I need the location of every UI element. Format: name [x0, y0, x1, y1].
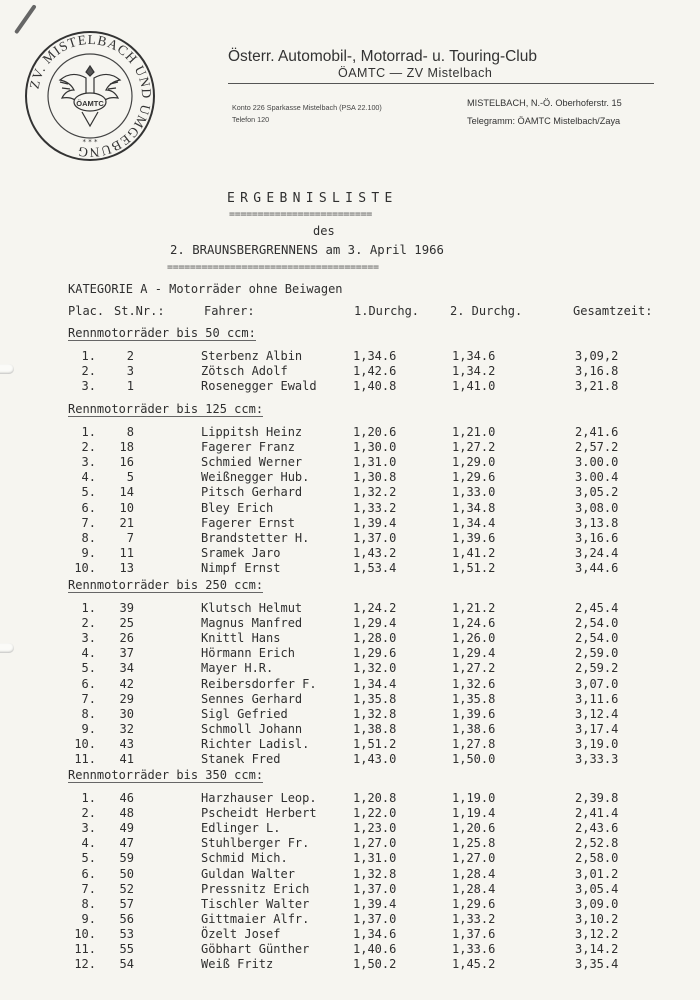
cell-placement: 12.: [74, 957, 96, 972]
cell-driver-name: Weiß Fritz: [201, 957, 274, 972]
cell-start-number: 37: [119, 646, 134, 661]
cell-total-time: 2,52.8: [575, 836, 619, 851]
cell-start-number: 48: [119, 806, 134, 821]
cell-run-1: 1,30.0: [353, 440, 397, 455]
cell-run-1: 1,22.0: [353, 806, 397, 821]
cell-start-number: 57: [119, 896, 134, 911]
cell-total-time: 2,57.2: [575, 440, 619, 455]
cell-placement: 8.: [81, 530, 96, 545]
section-heading: Rennmotorräder bis 350 ccm:: [68, 768, 264, 782]
cell-total-time: 2,41.4: [575, 806, 619, 821]
cell-placement: 2.: [81, 616, 96, 631]
cell-run-1: 1,32.8: [353, 706, 397, 721]
cell-driver-name: Pressnitz Erich: [201, 881, 310, 896]
cell-run-2: 1,35.8: [452, 691, 496, 706]
cell-run-1: 1,34.6: [353, 926, 397, 941]
cell-run-2: 1,41.0: [452, 379, 496, 394]
cell-driver-name: Klutsch Helmut: [201, 601, 303, 615]
cell-placement: 10.: [74, 926, 96, 941]
eagle-emblem-icon: [60, 66, 120, 126]
cell-run-2: 1,29.6: [452, 896, 496, 911]
bank-account: Konto 226 Sparkasse Mistelbach (PSA 22.100): [232, 103, 382, 112]
cell-driver-name: Sennes Gerhard: [201, 691, 303, 706]
cell-driver-name: Tischler Walter: [201, 896, 310, 911]
cell-start-number: 14: [119, 485, 134, 500]
cell-start-number: 2: [126, 349, 134, 363]
club-address: MISTELBACH, N.-Ö. Oberhoferstr. 15: [467, 98, 622, 108]
cell-placement: 7.: [81, 515, 96, 530]
cell-total-time: 3,16.8: [575, 364, 619, 379]
cell-run-1: 1,29.6: [353, 646, 397, 661]
cell-start-number: 49: [119, 821, 134, 836]
cell-run-1: 1,24.2: [353, 601, 397, 615]
cell-driver-name: Schmied Werner: [201, 455, 303, 470]
cell-placement: 7.: [81, 691, 96, 706]
cell-run-2: 1,27.2: [452, 440, 496, 455]
cell-driver-name: Magnus Manfred: [201, 616, 303, 631]
cell-run-1: 1,31.0: [353, 851, 397, 866]
cell-placement: 1.: [81, 425, 96, 439]
cell-total-time: 3,16.6: [575, 530, 619, 545]
cell-run-2: 1,24.6: [452, 616, 496, 631]
cell-driver-name: Zötsch Adolf: [201, 364, 288, 379]
cell-total-time: 2,59.2: [575, 661, 619, 676]
cell-placement: 1.: [81, 791, 96, 805]
page-title: ERGEBNISLISTE: [227, 191, 398, 206]
cell-driver-name: Schmoll Johann: [201, 721, 303, 736]
cell-driver-name: Edlinger L.: [201, 821, 281, 836]
cell-driver-name: Reibersdorfer F.: [201, 676, 317, 691]
cell-run-2: 1,27.8: [452, 736, 496, 751]
cell-start-number: 53: [119, 926, 134, 941]
cell-run-1: 1,32.8: [353, 866, 397, 881]
cell-run-2: 1,28.4: [452, 881, 496, 896]
seal-emblem-text: ÖAMTC: [76, 99, 104, 108]
cell-placement: 8.: [81, 896, 96, 911]
cell-start-number: 8: [126, 425, 134, 439]
cell-start-number: 42: [119, 676, 134, 691]
cell-placement: 6.: [81, 500, 96, 515]
cell-run-2: 1,21.0: [452, 425, 496, 439]
cell-run-2: 1,34.8: [452, 500, 496, 515]
cell-driver-name: Nimpf Ernst: [201, 560, 281, 575]
cell-placement: 4.: [81, 646, 96, 661]
cell-total-time: 2,43.6: [575, 821, 619, 836]
cell-run-1: 1,20.6: [353, 425, 397, 439]
cell-driver-name: Gittmaier Alfr.: [201, 911, 310, 926]
cell-placement: 8.: [81, 706, 96, 721]
header-gesamtzeit: Gesamtzeit:: [573, 304, 653, 318]
cell-driver-name: Fagerer Ernst: [201, 515, 295, 530]
cell-placement: 7.: [81, 881, 96, 896]
cell-placement: 3.: [81, 379, 96, 394]
cell-total-time: 3,12.2: [575, 926, 619, 941]
cell-total-time: 3,09,2: [575, 349, 619, 363]
cell-start-number: 32: [119, 721, 134, 736]
cell-driver-name: Pitsch Gerhard: [201, 485, 303, 500]
cell-run-1: 1,39.4: [353, 515, 397, 530]
cell-placement: 3.: [81, 455, 96, 470]
cell-start-number: 11: [119, 545, 134, 560]
cell-start-number: 13: [119, 560, 134, 575]
cell-placement: 10.: [74, 736, 96, 751]
cell-run-1: 1,33.2: [353, 500, 397, 515]
cell-run-1: 1,34.6: [353, 349, 397, 363]
cell-start-number: 39: [119, 601, 134, 615]
cell-run-1: 1,39.4: [353, 896, 397, 911]
cell-run-2: 1,33.0: [452, 485, 496, 500]
header-durchgang-2: 2. Durchg.: [450, 304, 523, 318]
cell-driver-name: Pscheidt Herbert: [201, 806, 317, 821]
cell-run-2: 1,27.0: [452, 851, 496, 866]
cell-total-time: 3,08.0: [575, 500, 619, 515]
cell-placement: 5.: [81, 661, 96, 676]
cell-start-number: 50: [119, 866, 134, 881]
title-des: des: [313, 224, 335, 238]
cell-run-1: 1,37.0: [353, 530, 397, 545]
cell-placement: 1.: [81, 349, 96, 363]
cell-driver-name: Harzhauser Leop.: [201, 791, 317, 805]
telegram-address: Telegramm: ÖAMTC Mistelbach/Zaya: [467, 116, 621, 126]
cell-total-time: 3,17.4: [575, 721, 619, 736]
cell-run-2: 1,33.6: [452, 942, 496, 956]
cell-start-number: 1: [126, 379, 134, 394]
header-plac: Plac.: [68, 304, 105, 318]
cell-run-1: 1,53.4: [353, 560, 397, 575]
cell-start-number: 30: [119, 706, 134, 721]
cell-run-2: 1,19.0: [452, 791, 496, 805]
cell-total-time: 2,41.6: [575, 425, 619, 439]
cell-run-2: 1,28.4: [452, 866, 496, 881]
cell-start-number: 56: [119, 911, 134, 926]
cell-run-1: 1,43.0: [353, 752, 397, 766]
cell-driver-name: Mayer H.R.: [201, 661, 274, 676]
header-durchgang-1: 1.Durchg.: [354, 304, 420, 318]
cell-run-2: 1,50.0: [452, 752, 496, 766]
category-heading: KATEGORIE A - Motorräder ohne Beiwagen: [68, 282, 343, 296]
cell-total-time: 3,19.0: [575, 736, 619, 751]
cell-driver-name: Sigl Gefried: [201, 706, 288, 721]
cell-run-2: 1,39.6: [452, 530, 496, 545]
cell-driver-name: Stuhlberger Fr.: [201, 836, 310, 851]
cell-total-time: 3,14.2: [575, 942, 619, 956]
cell-placement: 9.: [81, 911, 96, 926]
cell-driver-name: Rosenegger Ewald: [201, 379, 317, 394]
cell-driver-name: Richter Ladisl.: [201, 736, 310, 751]
cell-run-2: 1,41.2: [452, 545, 496, 560]
cell-driver-name: Sramek Jaro: [201, 545, 281, 560]
title-underline: =========================: [229, 209, 373, 220]
cell-total-time: 3,01.2: [575, 866, 619, 881]
cell-start-number: 7: [126, 530, 134, 545]
cell-start-number: 5: [126, 470, 134, 485]
cell-total-time: 3,11.6: [575, 691, 619, 706]
cell-total-time: 3,05.2: [575, 485, 619, 500]
seal-text: ZV. MISTELBACH UND UMGEBUNG: [26, 31, 155, 161]
cell-run-2: 1,45.2: [452, 957, 496, 972]
cell-placement: 2.: [81, 806, 96, 821]
cell-run-1: 1,29.4: [353, 616, 397, 631]
cell-driver-name: Knittl Hans: [201, 631, 281, 646]
cell-placement: 3.: [81, 631, 96, 646]
cell-driver-name: Fagerer Franz: [201, 440, 295, 455]
event-underline: =====================================: [167, 262, 379, 273]
cell-total-time: 2,58.0: [575, 851, 619, 866]
cell-start-number: 3: [126, 364, 134, 379]
cell-run-2: 1,27.2: [452, 661, 496, 676]
club-subtitle: ÖAMTC — ZV Mistelbach: [338, 66, 493, 80]
cell-run-1: 1,32.0: [353, 661, 397, 676]
cell-placement: 1.: [81, 601, 96, 615]
cell-total-time: 2,39.8: [575, 791, 619, 805]
cell-total-time: 3,24.4: [575, 545, 619, 560]
cell-run-2: 1,20.6: [452, 821, 496, 836]
section-heading: Rennmotorräder bis 250 ccm:: [68, 578, 264, 592]
header-stnr: St.Nr.:: [114, 304, 165, 318]
cell-placement: 4.: [81, 470, 96, 485]
cell-total-time: 3,44.6: [575, 560, 619, 575]
cell-start-number: 47: [119, 836, 134, 851]
cell-start-number: 46: [119, 791, 134, 805]
header-fahrer: Fahrer:: [204, 304, 255, 318]
cell-start-number: 55: [119, 942, 134, 956]
cell-run-1: 1,34.4: [353, 676, 397, 691]
cell-driver-name: Özelt Josef: [201, 926, 281, 941]
cell-placement: 9.: [81, 721, 96, 736]
cell-total-time: 3,21.8: [575, 379, 619, 394]
cell-driver-name: Sterbenz Albin: [201, 349, 303, 363]
event-title: 2. BRAUNSBERGRENNENS am 3. April 1966: [170, 243, 444, 257]
cell-total-time: 3,05.4: [575, 881, 619, 896]
letterhead-divider: [228, 83, 654, 84]
cell-run-1: 1,30.8: [353, 470, 397, 485]
cell-start-number: 54: [119, 957, 134, 972]
cell-placement: 10.: [74, 560, 96, 575]
cell-total-time: 3,07.0: [575, 676, 619, 691]
cell-driver-name: Weißnegger Hub.: [201, 470, 310, 485]
cell-placement: 6.: [81, 866, 96, 881]
cell-run-2: 1,33.2: [452, 911, 496, 926]
cell-driver-name: Schmid Mich.: [201, 851, 288, 866]
punch-hole: [0, 643, 14, 653]
cell-run-1: 1,51.2: [353, 736, 397, 751]
cell-run-2: 1,51.2: [452, 560, 496, 575]
cell-run-2: 1,34.2: [452, 364, 496, 379]
cell-run-2: 1,34.4: [452, 515, 496, 530]
cell-run-2: 1,34.6: [452, 349, 496, 363]
cell-run-1: 1,27.0: [353, 836, 397, 851]
cell-start-number: 26: [119, 631, 134, 646]
cell-run-2: 1,21.2: [452, 601, 496, 615]
cell-start-number: 10: [119, 500, 134, 515]
cell-run-2: 1,39.6: [452, 706, 496, 721]
cell-run-1: 1,42.6: [353, 364, 397, 379]
cell-run-1: 1,23.0: [353, 821, 397, 836]
cell-run-2: 1,25.8: [452, 836, 496, 851]
cell-run-1: 1,40.6: [353, 942, 397, 956]
cell-placement: 2.: [81, 364, 96, 379]
cell-start-number: 29: [119, 691, 134, 706]
cell-total-time: 3.00.4: [575, 470, 619, 485]
club-name: Österr. Automobil-, Motorrad- u. Touring-Club: [228, 48, 537, 65]
cell-start-number: 16: [119, 455, 134, 470]
cell-driver-name: Lippitsh Heinz: [201, 425, 303, 439]
cell-start-number: 25: [119, 616, 134, 631]
cell-total-time: 3,12.4: [575, 706, 619, 721]
cell-start-number: 21: [119, 515, 134, 530]
cell-run-1: 1,32.2: [353, 485, 397, 500]
cell-run-2: 1,37.6: [452, 926, 496, 941]
section-heading: Rennmotorräder bis 125 ccm:: [68, 402, 264, 416]
phone-number: Telefon 120: [232, 115, 270, 124]
cell-run-1: 1,43.2: [353, 545, 397, 560]
cell-total-time: 3,10.2: [575, 911, 619, 926]
punch-hole: [0, 364, 14, 374]
cell-run-1: 1,37.0: [353, 911, 397, 926]
cell-run-2: 1,29.6: [452, 470, 496, 485]
cell-placement: 5.: [81, 485, 96, 500]
cell-start-number: 41: [119, 752, 134, 766]
cell-start-number: 18: [119, 440, 134, 455]
cell-run-1: 1,50.2: [353, 957, 397, 972]
cell-total-time: 3.00.0: [575, 455, 619, 470]
cell-run-1: 1,35.8: [353, 691, 397, 706]
cell-placement: 5.: [81, 851, 96, 866]
cell-placement: 9.: [81, 545, 96, 560]
cell-total-time: 3,13.8: [575, 515, 619, 530]
cell-run-1: 1,40.8: [353, 379, 397, 394]
cell-run-1: 1,38.8: [353, 721, 397, 736]
cell-driver-name: Göbhart Günther: [201, 942, 310, 956]
cell-start-number: 34: [119, 661, 134, 676]
cell-total-time: 2,45.4: [575, 601, 619, 615]
cell-run-1: 1,37.0: [353, 881, 397, 896]
cell-placement: 3.: [81, 821, 96, 836]
cell-run-1: 1,31.0: [353, 455, 397, 470]
cell-total-time: 3,35.4: [575, 957, 619, 972]
cell-driver-name: Guldan Walter: [201, 866, 295, 881]
cell-total-time: 2,59.0: [575, 646, 619, 661]
cell-placement: 11.: [74, 752, 96, 766]
cell-driver-name: Bley Erich: [201, 500, 274, 515]
seal-stars-icon: * * *: [82, 138, 98, 146]
cell-run-2: 1,38.6: [452, 721, 496, 736]
cell-run-2: 1,32.6: [452, 676, 496, 691]
cell-driver-name: Stanek Fred: [201, 752, 281, 766]
cell-placement: 2.: [81, 440, 96, 455]
cell-run-2: 1,26.0: [452, 631, 496, 646]
cell-total-time: 3,33.3: [575, 752, 619, 766]
cell-driver-name: Hörmann Erich: [201, 646, 295, 661]
section-heading: Rennmotorräder bis 50 ccm:: [68, 326, 256, 340]
cell-start-number: 43: [119, 736, 134, 751]
cell-start-number: 52: [119, 881, 134, 896]
club-seal-logo: [24, 30, 156, 162]
cell-placement: 6.: [81, 676, 96, 691]
cell-total-time: 2,54.0: [575, 616, 619, 631]
cell-placement: 4.: [81, 836, 96, 851]
cell-total-time: 3,09.0: [575, 896, 619, 911]
cell-run-2: 1,29.0: [452, 455, 496, 470]
cell-run-2: 1,29.4: [452, 646, 496, 661]
cell-total-time: 2,54.0: [575, 631, 619, 646]
cell-run-2: 1,19.4: [452, 806, 496, 821]
cell-driver-name: Brandstetter H.: [201, 530, 310, 545]
cell-run-1: 1,20.8: [353, 791, 397, 805]
cell-placement: 11.: [74, 942, 96, 956]
cell-start-number: 59: [119, 851, 134, 866]
cell-run-1: 1,28.0: [353, 631, 397, 646]
